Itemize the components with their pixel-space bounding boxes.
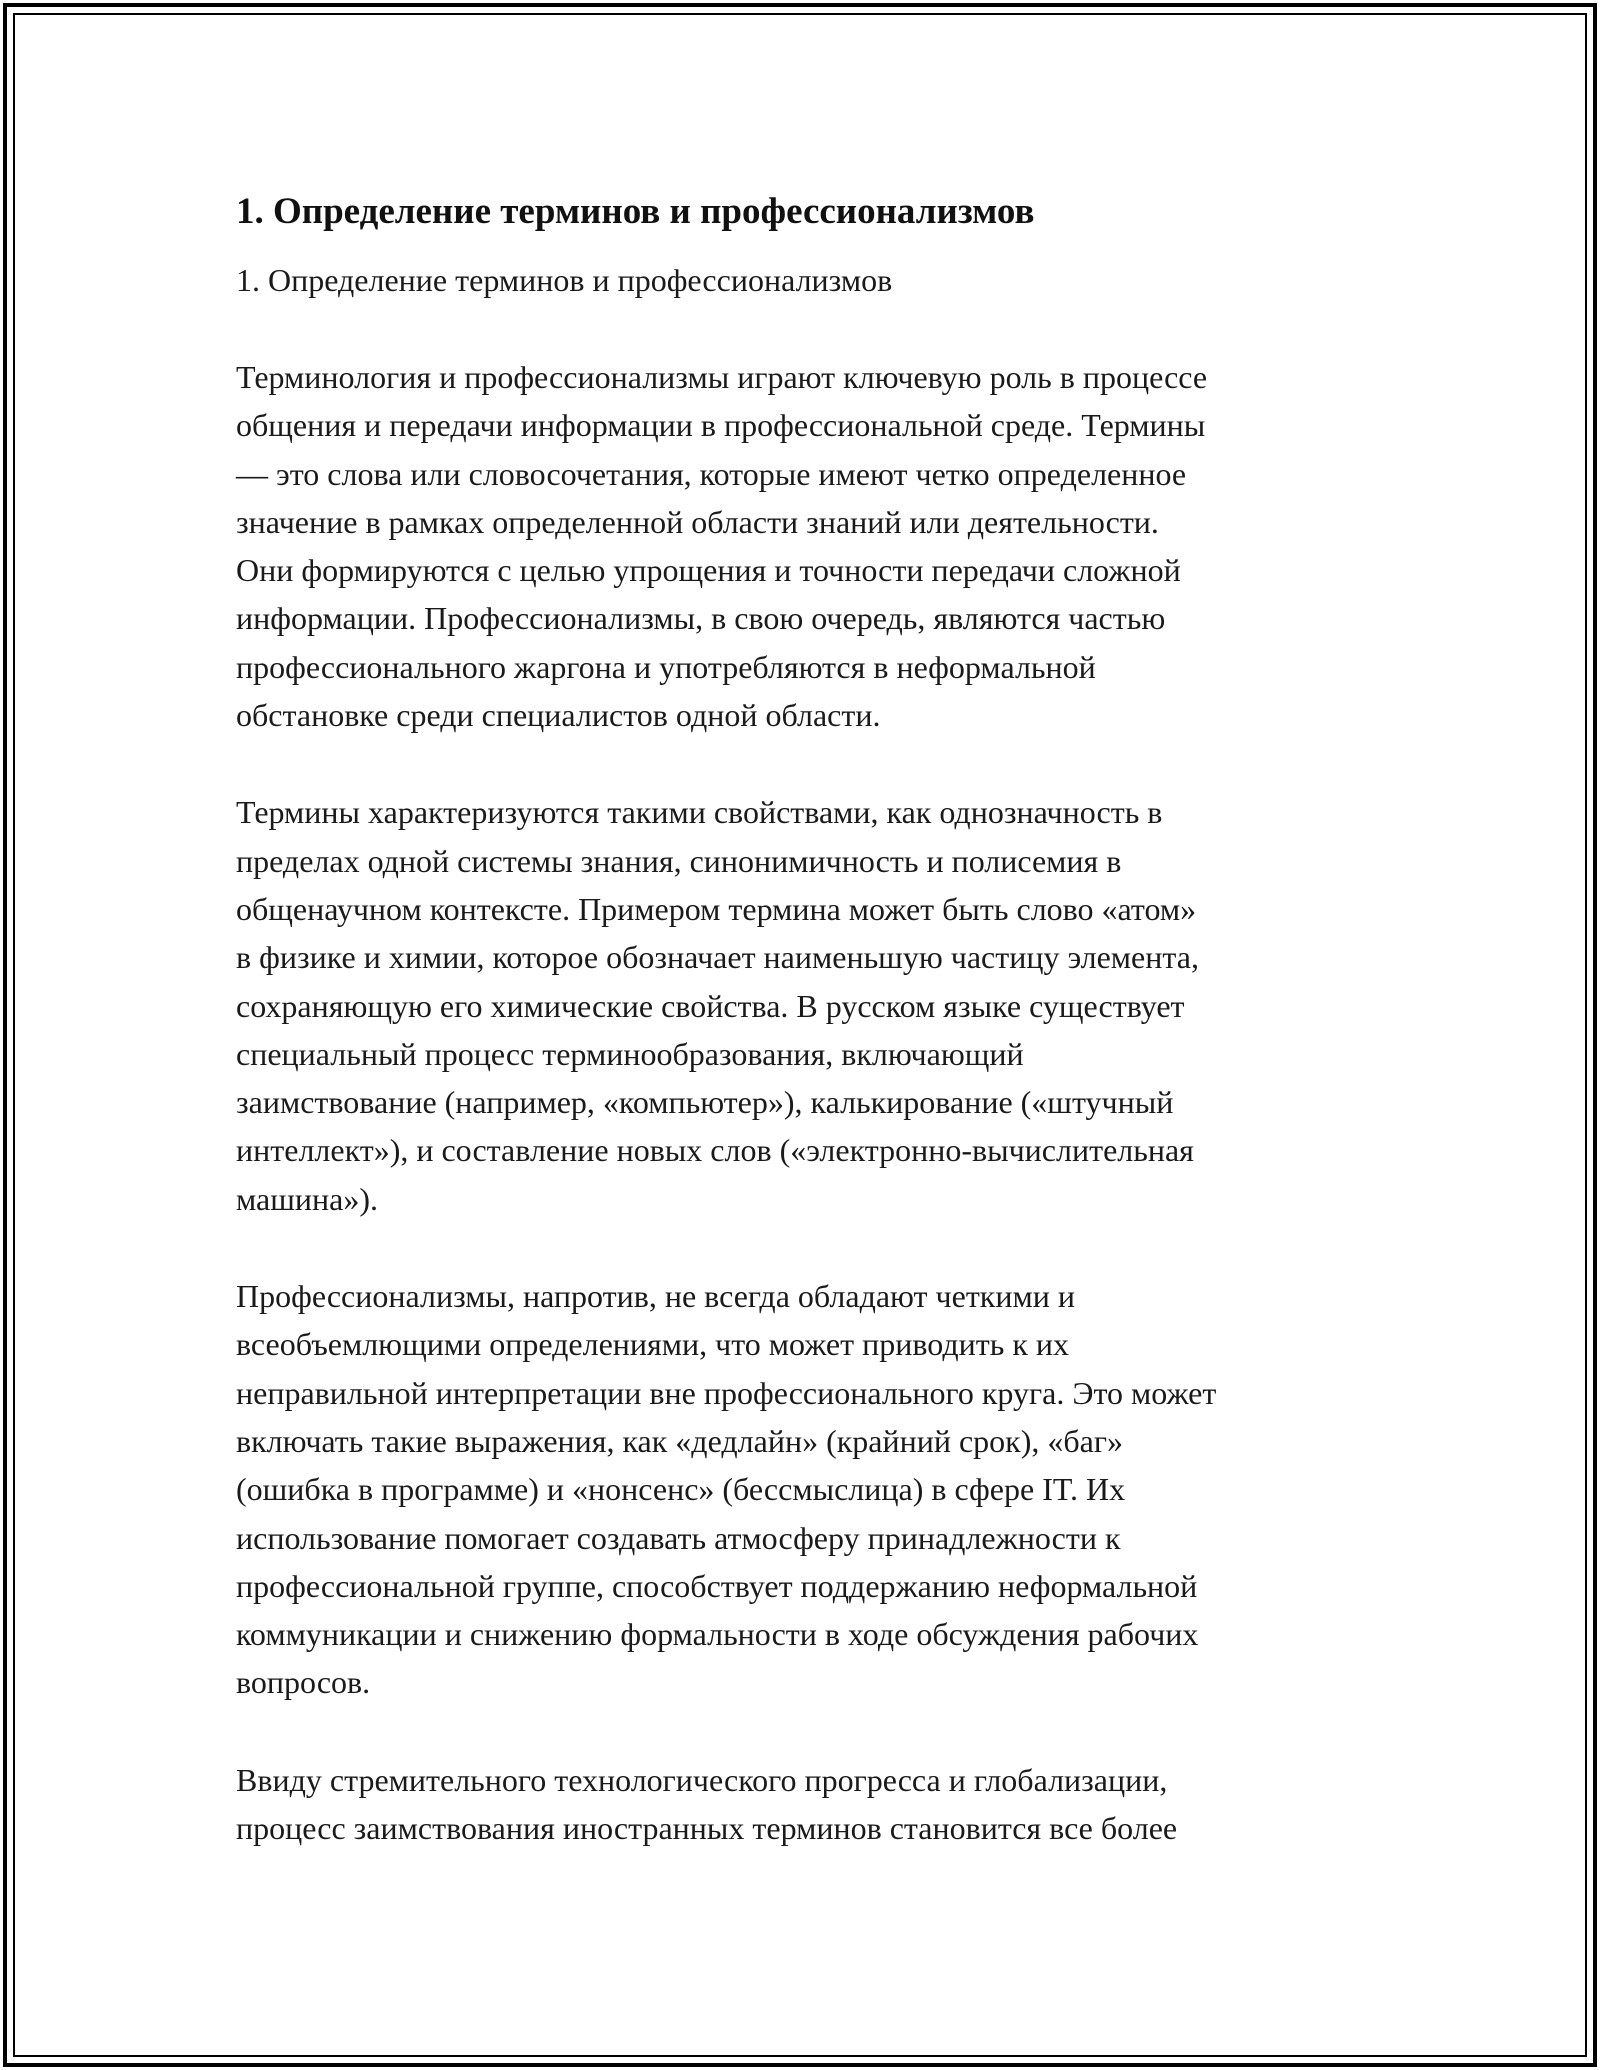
text-line: профессиональной группе, способствует поддержанию неформальной xyxy=(236,1567,1198,1604)
text-line: процесс заимствования иностранных терминов становится все более xyxy=(236,1810,1178,1847)
text-line: в физике и химии, которое обозначает наименьшую частицу элемента, xyxy=(236,939,1199,976)
text-line: интеллект»), и составление новых слов («электронно-вычислительная xyxy=(236,1132,1194,1169)
text-line: профессионального жаргона и употребляются в неформальной xyxy=(236,648,1096,685)
text-line: сохраняющую его химические свойства. В русском языке существует xyxy=(236,987,1185,1024)
text-line: Ввиду стремительного технологического прогресса и глобализации, xyxy=(236,1761,1168,1798)
text-line: всеобъемлющими определениями, что может приводить к их xyxy=(236,1326,1069,1363)
text-line: неправильной интерпретации вне профессионального круга. Это может xyxy=(236,1374,1217,1411)
text-line: обстановке среди специалистов одной области. xyxy=(236,697,881,734)
text-line: (ошибка в программе) и «нонсенс» (бессмыслица) в сфере IT. Их xyxy=(236,1471,1126,1508)
text-line: пределах одной системы знания, синонимичность и полисемия в xyxy=(236,842,1122,879)
text-line: заимствование (например, «компьютер»), калькирование («штучный xyxy=(236,1084,1174,1121)
paragraph-professionalisms xyxy=(236,1272,1376,1707)
paragraph-term-properties xyxy=(236,788,1376,1223)
text-line: машина»). xyxy=(236,1180,378,1217)
text-line: вопросов. xyxy=(236,1664,371,1701)
paragraph-terminology-intro xyxy=(236,353,1376,739)
text-line: общения и передачи информации в профессиональной среде. Термины xyxy=(236,407,1206,444)
text-line: Профессионализмы, напротив, не всегда обладают четкими и xyxy=(236,1278,1075,1315)
text-line: Термины характеризуются такими свойствами, как однозначность в xyxy=(236,794,1163,831)
section-subheading: 1. Определение терминов и профессионализмов xyxy=(236,262,893,298)
text-line: информации. Профессионализмы, в свою очередь, являются частью xyxy=(236,600,1166,637)
text-line: Терминология и профессионализмы играют ключевую роль в процессе xyxy=(236,359,1208,395)
text-line: использование помогает создавать атмосферу принадлежности к xyxy=(236,1519,1121,1556)
section-heading: 1. Определение терминов и профессионализмов xyxy=(236,191,1035,232)
text-line: значение в рамках определенной области знаний или деятельности. xyxy=(236,503,1159,540)
text-line: — это слова или словосочетания, которые имеют четко определенное xyxy=(236,455,1187,492)
document-body xyxy=(236,186,1376,1852)
text-line: включать такие выражения, как «дедлайн» (крайний срок), «баг» xyxy=(236,1422,1123,1459)
text-line: Они формируются с целью упрощения и точности передачи сложной xyxy=(236,552,1181,589)
paragraph-borrowing xyxy=(236,1756,1376,1853)
text-line: специальный процесс терминообразования, включающий xyxy=(236,1035,1024,1072)
text-line: общенаучном контексте. Примером термина может быть слово «атом» xyxy=(236,890,1197,927)
text-line: коммуникации и снижению формальности в ходе обсуждения рабочих xyxy=(236,1616,1199,1653)
